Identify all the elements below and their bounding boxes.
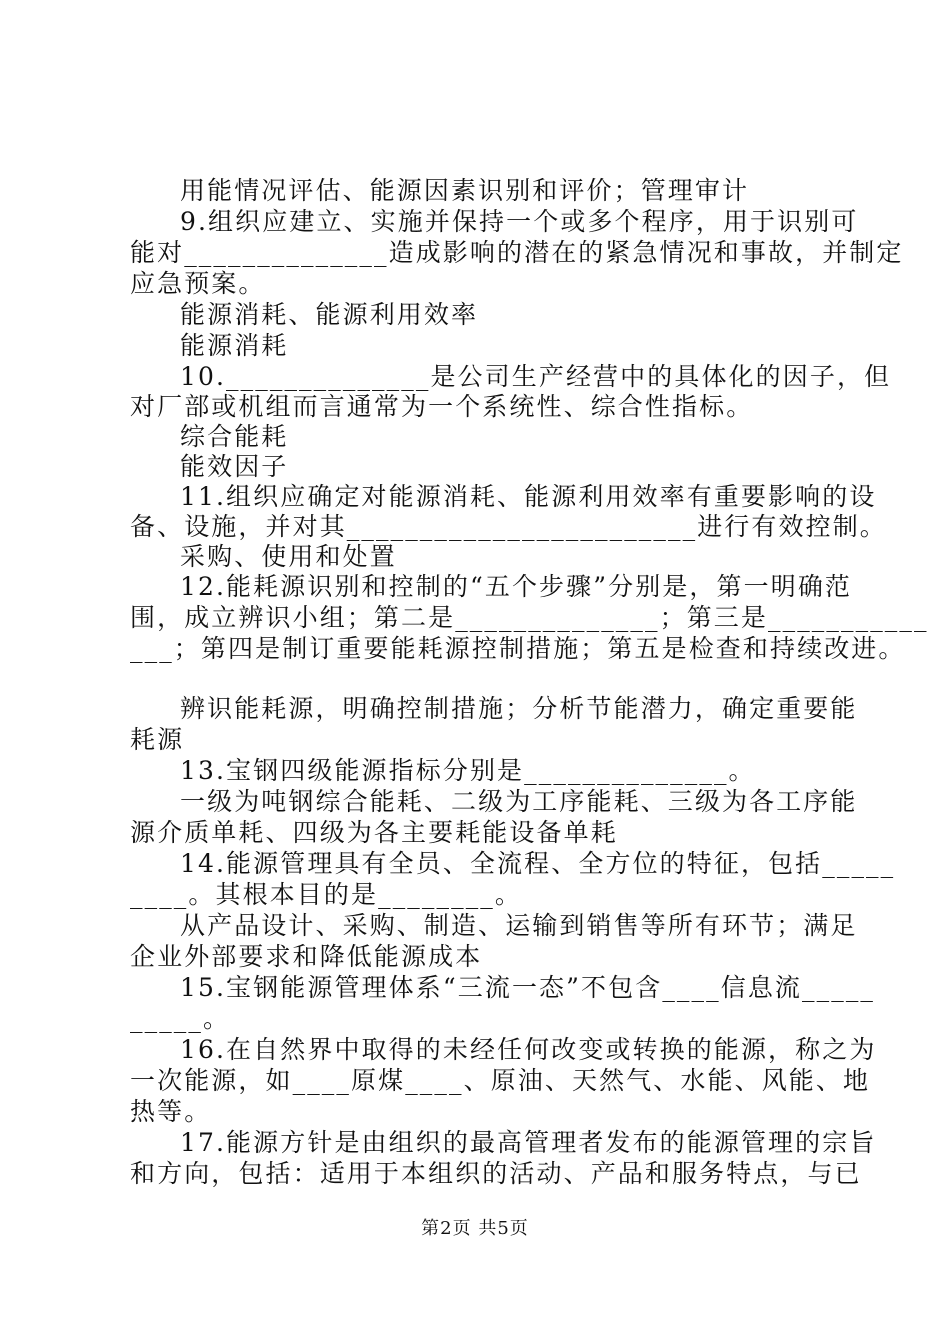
text-line: 源介质单耗、四级为各主要耗能设备单耗 [130, 818, 618, 847]
question-10-line: 10.______________是公司生产经营中的具体化的因子，但 [180, 362, 892, 391]
text-line: 热等。 [130, 1097, 212, 1126]
answer-line: 辨识能耗源，明确控制措施；分析节能潜力，确定重要能 [180, 694, 858, 723]
question-9-line: 9.组织应建立、实施并保持一个或多个程序，用于识别可 [180, 207, 859, 236]
answer-line: 能源消耗 [180, 331, 289, 360]
question-13-line: 13.宝钢四级能源指标分别是______________。 [180, 756, 756, 785]
answer-line: 一级为吨钢综合能耗、二级为工序能耗、三级为各工序能 [180, 787, 858, 816]
text-line: 围，成立辨识小组；第二是______________；第三是___________ [130, 603, 929, 632]
text-line: 耗源 [130, 725, 185, 754]
text-line: _____。 [130, 1004, 231, 1033]
text-line: ___；第四是制订重要能耗源控制措施；第五是检查和持续改进。 [130, 634, 906, 663]
answer-line: 采购、使用和处置 [180, 542, 397, 571]
answer-line: 综合能耗 [180, 422, 289, 451]
text-line: 备、设施，并对其________________________进行有效控制。 [130, 512, 887, 541]
question-11-line: 11.组织应确定对能源消耗、能源利用效率有重要影响的设 [180, 482, 877, 511]
question-16-line: 16.在自然界中取得的未经任何改变或转换的能源，称之为 [180, 1035, 877, 1064]
text-line: 一次能源，如____原煤____、原油、天然气、水能、风能、地 [130, 1066, 871, 1095]
question-12-line: 12.能耗源识别和控制的“五个步骤”分别是，第一明确范 [180, 572, 853, 601]
page-footer: 第2页 共5页 [421, 1218, 529, 1239]
answer-line: 能源消耗、能源利用效率 [180, 300, 479, 329]
text-line: 对厂部或机组而言通常为一个系统性、综合性指标。 [130, 392, 754, 421]
question-15-line: 15.宝钢能源管理体系“三流一态”不包含____信息流_____ [180, 973, 876, 1002]
text-line: 企业外部要求和降低能源成本 [130, 942, 483, 971]
answer-line: 从产品设计、采购、制造、运输到销售等所有环节；满足 [180, 911, 858, 940]
text-line: 应急预案。 [130, 269, 266, 298]
question-14-line: 14.能源管理具有全员、全流程、全方位的特征，包括_____ [180, 849, 896, 878]
text-line: ____。其根本目的是________。 [130, 880, 523, 909]
text-line: 用能情况评估、能源因素识别和评价；管理审计 [180, 176, 750, 205]
text-line: 能对______________造成影响的潜在的紧急情况和事故，并制定 [130, 238, 904, 267]
text-line: 和方向，包括：适用于本组织的活动、产品和服务特点，与已 [130, 1159, 862, 1188]
answer-line: 能效因子 [180, 452, 289, 481]
question-17-line: 17.能源方针是由组织的最高管理者发布的能源管理的宗旨 [180, 1128, 877, 1157]
